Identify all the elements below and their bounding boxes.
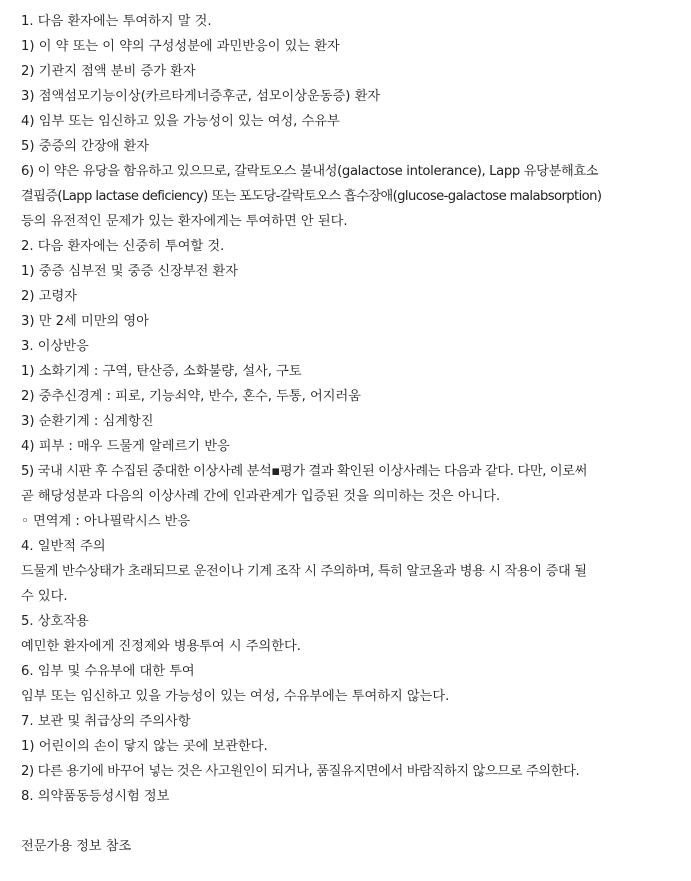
section-1-item-3: 3) 점액섬모기능이상(카르타게너증후군, 섬모이상운동증) 환자	[21, 89, 381, 104]
section-7-item-1: 1) 어린이의 손이 닿지 않는 곳에 보관한다.	[21, 739, 268, 754]
section-7-item-2: 2) 다른 용기에 바꾸어 넣는 것은 사고원인이 되거나, 품질유지면에서 바람직하지 않으므로 주의한다.	[21, 764, 580, 779]
section-3-immune-note: ◦ 면역계 : 아나필락시스 반응	[21, 514, 191, 529]
section-1-item-2: 2) 기관지 점액 분비 증가 환자	[21, 64, 196, 79]
section-3-item-2: 2) 중추신경계 : 피로, 기능쇠약, 반수, 혼수, 두통, 어지러움	[21, 389, 361, 404]
professional-info-reference: 전문가용 정보 참조	[21, 839, 132, 854]
section-5-text: 예민한 환자에게 진정제와 병용투여 시 주의한다.	[21, 639, 301, 654]
section-4-text-line-2: 수 있다.	[21, 589, 68, 604]
section-7-heading: 7. 보관 및 취급상의 주의사항	[21, 714, 191, 729]
section-5-heading: 5. 상호작용	[21, 614, 89, 629]
section-3-item-1: 1) 소화기계 : 구역, 탄산증, 소화불량, 설사, 구토	[21, 364, 302, 379]
section-1-item-6-line-1: 6) 이 약은 유당을 함유하고 있으므로, 갈락토오스 불내성(galactose intolerance), Lapp 유당분해효소	[21, 164, 599, 179]
section-1-item-5: 5) 중증의 간장애 환자	[21, 139, 150, 154]
section-1-item-1: 1) 이 약 또는 이 약의 구성성분에 과민반응이 있는 환자	[21, 39, 340, 54]
blank-line	[21, 809, 681, 834]
section-1-item-4: 4) 임부 또는 임신하고 있을 가능성이 있는 여성, 수유부	[21, 114, 340, 129]
section-4-heading: 4. 일반적 주의	[21, 539, 106, 554]
section-2-heading: 2. 다음 환자에는 신중히 투여할 것.	[21, 239, 225, 254]
section-8-heading: 8. 의약품동등성시험 정보	[21, 789, 170, 804]
section-1-item-6-line-2: 결핍증(Lapp lactase deficiency) 또는 포도당-갈락토오스 흡수장애(glucose-galactose malabsorption)	[21, 189, 602, 204]
section-2-item-3: 3) 만 2세 미만의 영아	[21, 314, 149, 329]
section-1-item-6-line-3: 등의 유전적인 문제가 있는 환자에게는 투여하면 안 된다.	[21, 214, 348, 229]
section-6-text: 임부 또는 임신하고 있을 가능성이 있는 여성, 수유부에는 투여하지 않는다.	[21, 689, 450, 704]
section-4-text-line-1: 드물게 반수상태가 초래되므로 운전이나 기계 조작 시 주의하며, 특히 알코올과 병용 시 작용이 증대 될	[21, 564, 587, 579]
drug-precautions-document	[21, 9, 681, 859]
section-3-item-3: 3) 순환기계 : 심계항진	[21, 414, 154, 429]
section-2-item-2: 2) 고령자	[21, 289, 77, 304]
section-1-heading: 1. 다음 환자에는 투여하지 말 것.	[21, 14, 212, 29]
section-3-item-4: 4) 피부 : 매우 드물게 알레르기 반응	[21, 439, 230, 454]
section-6-heading: 6. 임부 및 수유부에 대한 투여	[21, 664, 195, 679]
section-3-item-5-line-1: 5) 국내 시판 후 수집된 중대한 이상사례 분석▪평가 결과 확인된 이상사례는 다음과 같다. 다만, 이로써	[21, 464, 588, 479]
section-3-item-5-line-2: 곧 해당성분과 다음의 이상사례 간에 인과관계가 입증된 것을 의미하는 것은 아니다.	[21, 489, 501, 504]
section-3-heading: 3. 이상반응	[21, 339, 89, 354]
section-2-item-1: 1) 중증 심부전 및 중증 신장부전 환자	[21, 264, 239, 279]
